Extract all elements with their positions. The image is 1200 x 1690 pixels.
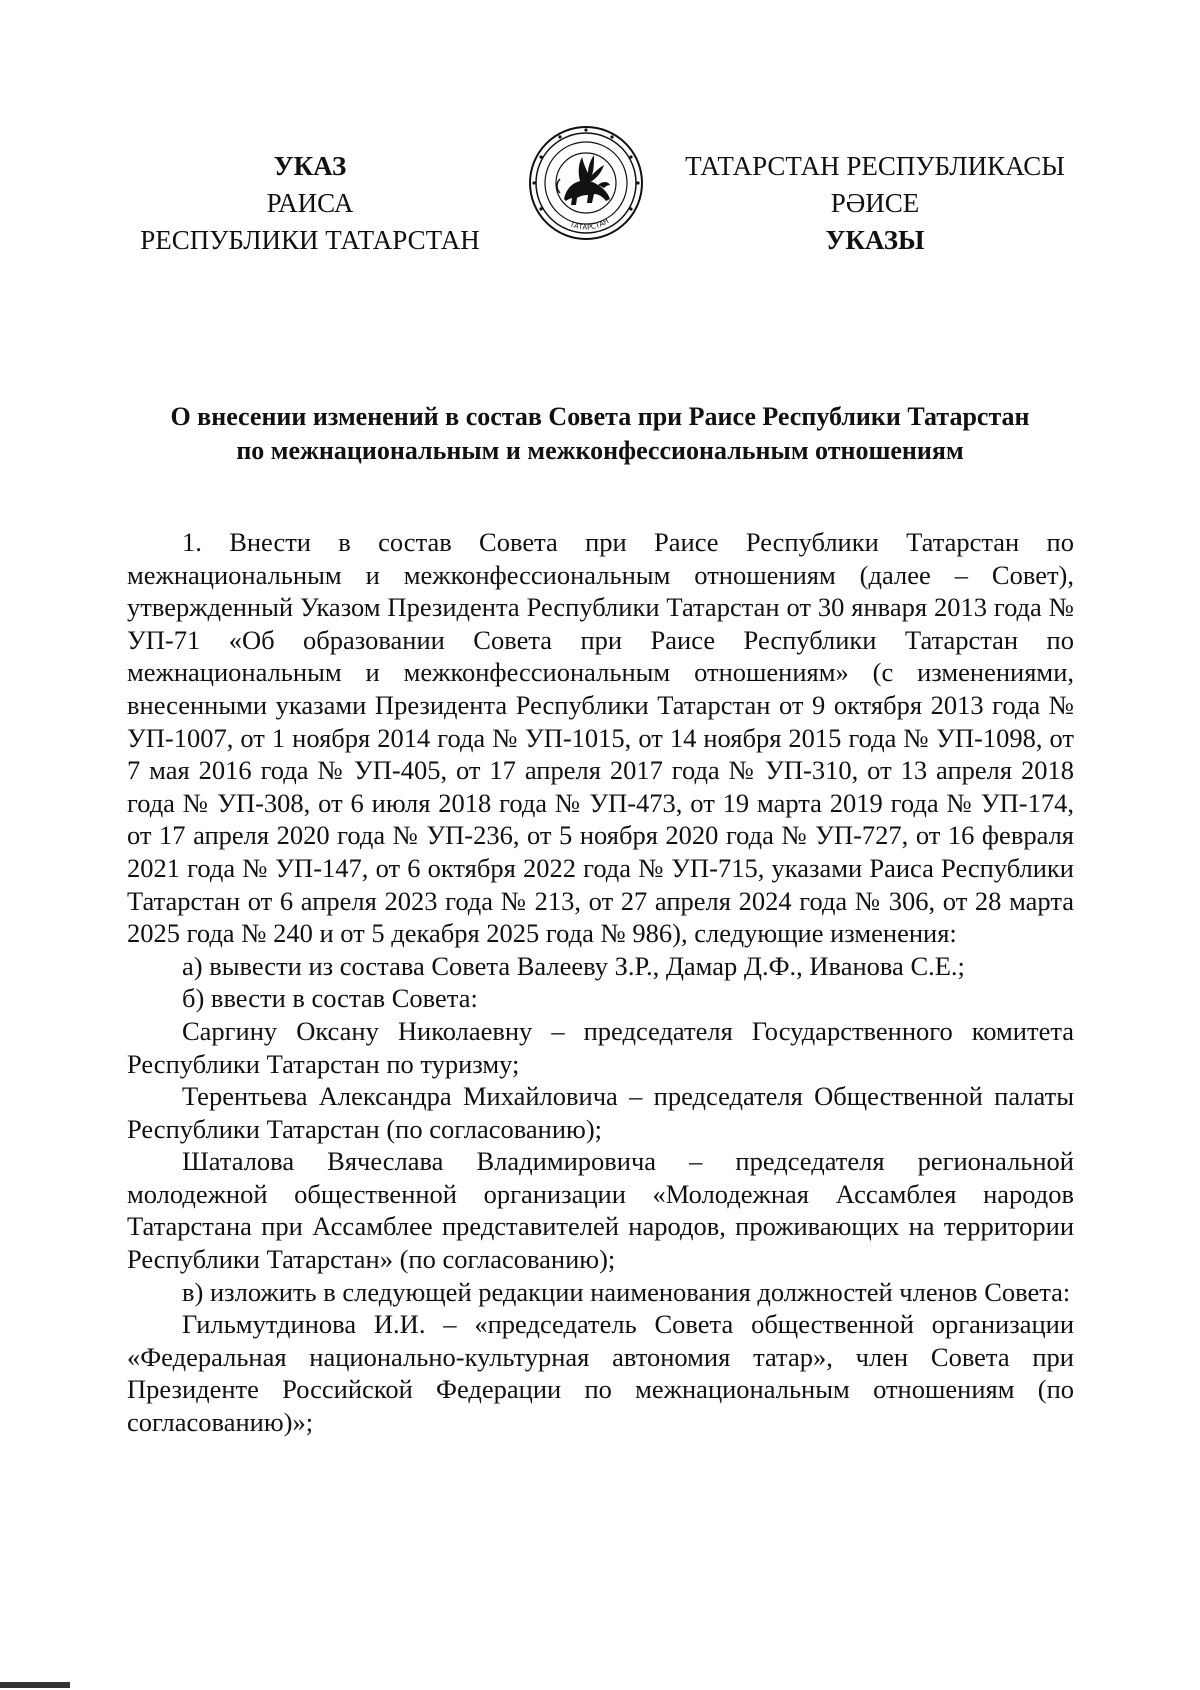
paragraph-8: Гильмутдинова И.И. – «председатель Совета общественной организации «Федеральная национально-культурная автономия татар», член Совета при Президенте Российской Федерации по межнациональным отношениям (по согласованию)»; bbox=[127, 1309, 1074, 1438]
head-label-tatar: РӘИСЕ bbox=[830, 188, 920, 218]
republic-label: РЕСПУБЛИКИ ТАТАРСТАН bbox=[140, 225, 480, 255]
document-body bbox=[127, 526, 1074, 1439]
paragraph-7: в) изложить в следующей редакции наименования должностей членов Совета: bbox=[182, 1276, 1071, 1307]
title-line-2: по межнациональным и межконфессиональным отношениям bbox=[236, 436, 964, 465]
tatarstan-coat-of-arms-icon bbox=[526, 123, 646, 243]
paragraph-6: Шаталова Вячеслава Владимировича – председателя региональной молодежной общественной организации «Молодежная Ассамблея народов Татарстана при Ассамблее представителей народов, проживающих на территории Республики Татарстан» (по согласованию); bbox=[127, 1146, 1074, 1275]
paragraph-2: а) вывести из состава Совета Валееву З.Р., Дамар Д.Ф., Иванова С.Е.; bbox=[182, 950, 965, 981]
paragraph-3: б) ввести в состав Совета: bbox=[182, 983, 478, 1014]
header-right-block bbox=[670, 148, 1080, 259]
paragraph-1: 1. Внести в состав Совета при Раисе Республики Татарстан по межнациональным и межконфессиональным отношениям (далее – Совет), утвержденный Указом Президента Республики Татарстан от 30 января 2013 года № УП-71 «Об образовании Совета при Раисе Республики Татарстан по межнациональным и межконфессиональным отношениям» (с изменениями, внесенными указами Президента Республики Татарстан от 9 октября 2013 года № УП-1007, от 1 ноября 2014 года № УП-1015, от 14 ноября 2015 года № УП-1098, от 7 мая 2016 года № УП-405, от 17 апреля 2017 года № УП-310, от 13 апреля 2018 года № УП-308, от 6 июля 2018 года № УП-473, от 19 марта 2019 года № УП-174, от 17 апреля 2020 года № УП-236, от 5 ноября 2020 года № УП-727, от 16 февраля 2021 года № УП-147, от 6 октября 2022 года № УП-715, указами Раиса Республики Татарстан от 6 апреля 2023 года № 213, от 27 апреля 2024 года № 306, от 28 марта 2025 года № 240 и от 5 декабря 2025 года № 986), следующие изменения: bbox=[127, 527, 1074, 949]
document-title bbox=[120, 400, 1080, 468]
paragraph-4: Саргину Оксану Николаевну – председателя Государственного комитета Республики Татарстан по туризму; bbox=[127, 1015, 1074, 1079]
republic-label-tatar: ТАТАРСТАН РЕСПУБЛИКАСЫ bbox=[685, 151, 1065, 181]
decree-label: УКАЗ bbox=[273, 151, 347, 181]
title-line-1: О внесении изменений в состав Совета при Раисе Республики Татарстан bbox=[170, 402, 1030, 431]
emblem-ring-text: ТАТАРСТАН bbox=[568, 216, 611, 232]
scan-edge-mark bbox=[0, 1682, 70, 1688]
decree-label-tatar: УКАЗЫ bbox=[825, 225, 925, 255]
paragraph-5: Терентьева Александра Михайловича – председателя Общественной палаты Республики Татарстан (по согласованию); bbox=[127, 1081, 1074, 1144]
head-label: РАИСА bbox=[266, 188, 354, 218]
header-left-block bbox=[120, 148, 500, 259]
